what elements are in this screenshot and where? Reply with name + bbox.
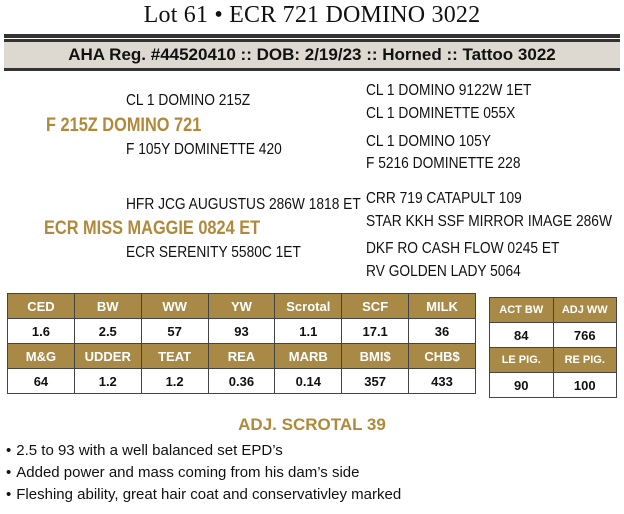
epd-header: MILK bbox=[409, 294, 476, 319]
actuals-header: RE PIG. bbox=[553, 348, 617, 373]
epd-header: YW bbox=[208, 294, 275, 319]
epd-value: 36 bbox=[409, 319, 476, 344]
dam-sire-dam: STAR KKH SSF MIRROR IMAGE 286W bbox=[366, 213, 612, 230]
dam-sire: HFR JCG AUGUSTUS 286W 1818 ET bbox=[126, 196, 361, 213]
epd-header: UDDER bbox=[74, 344, 141, 369]
actuals-header: LE PIG. bbox=[490, 348, 554, 373]
note-item: • Fleshing ability, great hair coat and conservativley marked bbox=[6, 484, 401, 506]
dam-sire-sire: CRR 719 CATAPULT 109 bbox=[366, 190, 522, 207]
actuals-header-row-2 bbox=[490, 348, 617, 373]
epd-value: 1.6 bbox=[8, 319, 75, 344]
actuals-value-row-2 bbox=[490, 373, 617, 398]
epd-header-row-1 bbox=[8, 294, 476, 319]
actuals-header: ACT BW bbox=[490, 298, 554, 323]
epd-header: BW bbox=[74, 294, 141, 319]
sire: F 215Z DOMINO 721 bbox=[46, 115, 202, 136]
actuals-header: ADJ WW bbox=[553, 298, 617, 323]
epd-value: 17.1 bbox=[342, 319, 409, 344]
note-item: • Added power and mass coming from his dam’s side bbox=[6, 462, 401, 484]
dam-dam-sire: DKF RO CASH FLOW 0245 ET bbox=[366, 240, 560, 257]
epd-value-row-1 bbox=[8, 319, 476, 344]
epd-header: Scrotal bbox=[275, 294, 342, 319]
epd-value: 357 bbox=[342, 369, 409, 394]
actuals-value: 766 bbox=[553, 323, 617, 348]
epd-value: 2.5 bbox=[74, 319, 141, 344]
epd-value: 0.36 bbox=[208, 369, 275, 394]
epd-value: 1.2 bbox=[141, 369, 208, 394]
lot-title: Lot 61 • ECR 721 DOMINO 3022 bbox=[143, 2, 481, 28]
epd-header: CED bbox=[8, 294, 75, 319]
sire-dam-sire: CL 1 DOMINO 105Y bbox=[366, 133, 491, 150]
actuals-value: 84 bbox=[490, 323, 554, 348]
notes-list bbox=[6, 440, 401, 506]
adj-scrotal: ADJ. SCROTAL 39 bbox=[238, 415, 386, 434]
epd-value: 0.14 bbox=[275, 369, 342, 394]
epd-value: 64 bbox=[8, 369, 75, 394]
epd-table bbox=[7, 293, 476, 394]
epd-value: 433 bbox=[409, 369, 476, 394]
actuals-value-row-1 bbox=[490, 323, 617, 348]
epd-header: SCF bbox=[342, 294, 409, 319]
sire-sire: CL 1 DOMINO 215Z bbox=[126, 92, 251, 109]
epd-value: 1.2 bbox=[74, 369, 141, 394]
dam: ECR MISS MAGGIE 0824 ET bbox=[44, 218, 261, 239]
registration-bar: AHA Reg. #44520410 :: DOB: 2/19/23 :: Horned :: Tattoo 3022 bbox=[4, 39, 620, 71]
actuals-value: 100 bbox=[553, 373, 617, 398]
sire-dam-dam: F 5216 DOMINETTE 228 bbox=[366, 155, 521, 172]
epd-header: WW bbox=[141, 294, 208, 319]
epd-header: REA bbox=[208, 344, 275, 369]
epd-header: M&G bbox=[8, 344, 75, 369]
dam-dam: ECR SERENITY 5580C 1ET bbox=[126, 244, 301, 261]
title-divider bbox=[4, 34, 620, 38]
dam-dam-dam: RV GOLDEN LADY 5064 bbox=[366, 263, 521, 280]
epd-value: 1.1 bbox=[275, 319, 342, 344]
epd-header: MARB bbox=[275, 344, 342, 369]
actuals-table bbox=[489, 297, 617, 398]
sire-sire-sire: CL 1 DOMINO 9122W 1ET bbox=[366, 82, 532, 99]
actuals-header-row-1 bbox=[490, 298, 617, 323]
note-item: • 2.5 to 93 with a well balanced set EPD’s bbox=[6, 440, 401, 462]
epd-header-row-2 bbox=[8, 344, 476, 369]
sire-sire-dam: CL 1 DOMINETTE 055X bbox=[366, 105, 516, 122]
epd-value-row-2 bbox=[8, 369, 476, 394]
epd-value: 93 bbox=[208, 319, 275, 344]
actuals-value: 90 bbox=[490, 373, 554, 398]
epd-header: CHB$ bbox=[409, 344, 476, 369]
epd-header: BMI$ bbox=[342, 344, 409, 369]
epd-value: 57 bbox=[141, 319, 208, 344]
epd-header: TEAT bbox=[141, 344, 208, 369]
sire-dam: F 105Y DOMINETTE 420 bbox=[126, 141, 282, 158]
